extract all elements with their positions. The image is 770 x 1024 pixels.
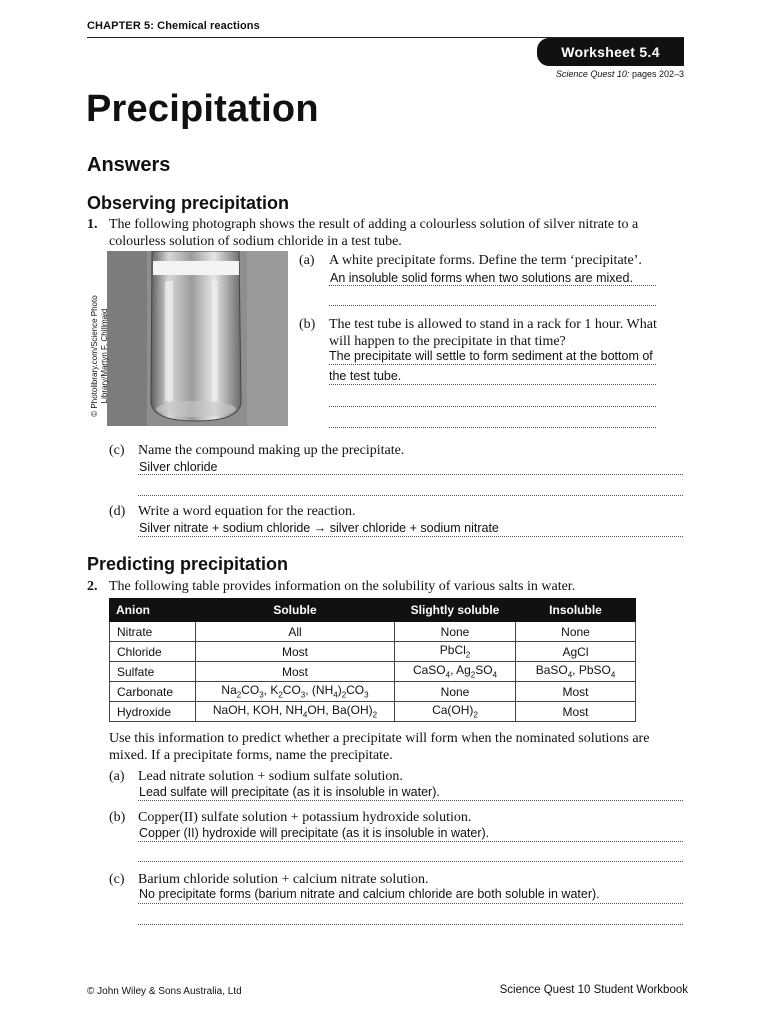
cell-slightly-soluble: PbCl$_2$ <box>395 642 516 662</box>
table-row <box>110 682 636 702</box>
cell-soluble: NaOH, KOH, $NH_4OH$, $Ba(OH)_2$ <box>196 702 395 722</box>
q1b-answer-line-4 <box>329 427 656 428</box>
q1d-answer-line <box>138 536 683 537</box>
table-header-row <box>110 599 636 622</box>
cell-anion: Carbonate <box>110 682 196 702</box>
q1a-label: (a) <box>299 253 315 268</box>
q2a-question: Lead nitrate solution + sodium sulfate solution. <box>138 769 403 784</box>
q1b-answer-line-2 <box>329 384 656 385</box>
q1c-question: Name the compound making up the precipitate. <box>138 443 405 458</box>
cell-slightly-soluble: None <box>395 622 516 642</box>
cell-anion: Hydroxide <box>110 702 196 722</box>
cell-slightly-soluble: $Ca(OH)_2$ <box>395 702 516 722</box>
q2b-answer-line-2 <box>138 861 683 862</box>
q1d-label: (d) <box>109 504 126 519</box>
cell-soluble: $Na_2CO_3$, $K_2CO_3$, $(NH_4)_2CO_3$ <box>196 682 395 702</box>
cell-insoluble: Most <box>516 702 636 722</box>
cell-insoluble: AgCl <box>516 642 636 662</box>
section-heading-observing: Observing precipitation <box>87 193 290 213</box>
question-number-2: 2. <box>87 579 98 594</box>
cell-insoluble: BaSO$_4$, PbSO$_4$ <box>516 662 636 682</box>
q1c-answer-line-2 <box>138 495 683 496</box>
cell-soluble: Most <box>196 662 395 682</box>
cell-slightly-soluble: None <box>395 682 516 702</box>
cell-insoluble: None <box>516 622 636 642</box>
q1b-answer-line2: the test tube. <box>329 369 402 383</box>
section-heading-predicting: Predicting precipitation <box>87 554 289 574</box>
q2a-answer: Lead sulfate will precipitate (as it is insoluble in water). <box>139 785 440 799</box>
cell-slightly-soluble: CaSO$_4$, $Ag_2SO_4$ <box>395 662 516 682</box>
worksheet-tab: Worksheet 5.4 <box>537 38 684 66</box>
q1b-answer-line-1 <box>329 364 656 365</box>
q1b-answer-line1: The precipitate will settle to form sediment at the bottom of <box>329 349 653 363</box>
question-2-intro-line2: mixed. If a precipitate forms, name the precipitate. <box>109 748 393 763</box>
q2b-answer: Copper (II) hydroxide will precipitate (as it is insoluble in water). <box>139 826 490 840</box>
page-title: Precipitation <box>86 88 319 130</box>
cell-anion: Chloride <box>110 642 196 662</box>
q1b-question-line1: The test tube is allowed to stand in a rack for 1 hour. What <box>329 317 657 332</box>
textbook-pages: pages 202–3 <box>629 69 684 79</box>
cell-soluble: All <box>196 622 395 642</box>
question-2-intro-line1: Use this information to predict whether a precipitate will form when the nominated solutions are <box>109 731 650 746</box>
q2a-answer-line <box>138 800 683 801</box>
test-tube-illustration <box>107 251 288 426</box>
footer-copyright: © John Wiley & Sons Australia, Ltd <box>87 986 242 997</box>
q1d-question: Write a word equation for the reaction. <box>138 504 356 519</box>
textbook-title: Science Quest 10: <box>555 69 630 79</box>
chapter-heading: CHAPTER 5: Chemical reactions <box>87 20 260 32</box>
q2c-answer-line-1 <box>138 903 683 904</box>
footer-book-title: Science Quest 10 Student Workbook <box>499 984 688 996</box>
cell-soluble: Most <box>196 642 395 662</box>
q2a-label: (a) <box>109 769 125 784</box>
q1a-answer: An insoluble solid forms when two solutions are mixed. <box>330 271 633 285</box>
q1a-question: A white precipitate forms. Define the term ‘precipitate’. <box>329 253 642 268</box>
column-header-anion: Anion <box>110 599 196 622</box>
page-subtitle: Answers <box>87 154 171 176</box>
table-row <box>110 702 636 722</box>
table-row <box>110 662 636 682</box>
column-header-soluble: Soluble <box>196 599 395 622</box>
table-row <box>110 622 636 642</box>
question-2-text: The following table provides information on the solubility of various salts in water. <box>109 579 576 594</box>
q2c-answer-line-2 <box>138 924 683 925</box>
q1b-label: (b) <box>299 317 316 332</box>
q1d-answer: Silver nitrate + sodium chloride → silver chloride + sodium nitrate <box>139 521 499 535</box>
test-tube-photo <box>107 251 288 426</box>
q1c-label: (c) <box>109 443 125 458</box>
q2c-answer: No precipitate forms (barium nitrate and calcium chloride are both soluble in water). <box>139 887 600 901</box>
cell-insoluble: Most <box>516 682 636 702</box>
q2c-label: (c) <box>109 872 125 887</box>
question-1-text-line1: The following photograph shows the result of adding a colourless solution of silver nitrate to a <box>109 217 639 232</box>
q1c-answer: Silver chloride <box>139 460 218 474</box>
question-1-text-line2: colourless solution of sodium chloride in a test tube. <box>109 234 402 249</box>
q2b-answer-line-1 <box>138 841 683 842</box>
textbook-reference <box>556 69 684 79</box>
q2b-question: Copper(II) sulfate solution + potassium hydroxide solution. <box>138 810 472 825</box>
column-header-insoluble: Insoluble <box>516 599 636 622</box>
table-row <box>110 642 636 662</box>
q2b-label: (b) <box>109 810 126 825</box>
cell-anion: Nitrate <box>110 622 196 642</box>
photo-credit: © Photolibrary.com/Science Photo Library/Martyn F. Chillmaid <box>90 295 109 417</box>
q1b-answer-line-3 <box>329 406 656 407</box>
q1a-answer-line-1 <box>329 285 656 286</box>
q1b-question-line2: will happen to the precipitate in that time? <box>329 334 566 349</box>
q2c-question: Barium chloride solution + calcium nitrate solution. <box>138 872 429 887</box>
q1a-answer-line-2 <box>329 305 656 306</box>
column-header-slightly-soluble: Slightly soluble <box>395 599 516 622</box>
q1c-answer-line-1 <box>138 474 683 475</box>
solubility-table <box>109 598 636 722</box>
question-number-1: 1. <box>87 217 98 232</box>
cell-anion: Sulfate <box>110 662 196 682</box>
